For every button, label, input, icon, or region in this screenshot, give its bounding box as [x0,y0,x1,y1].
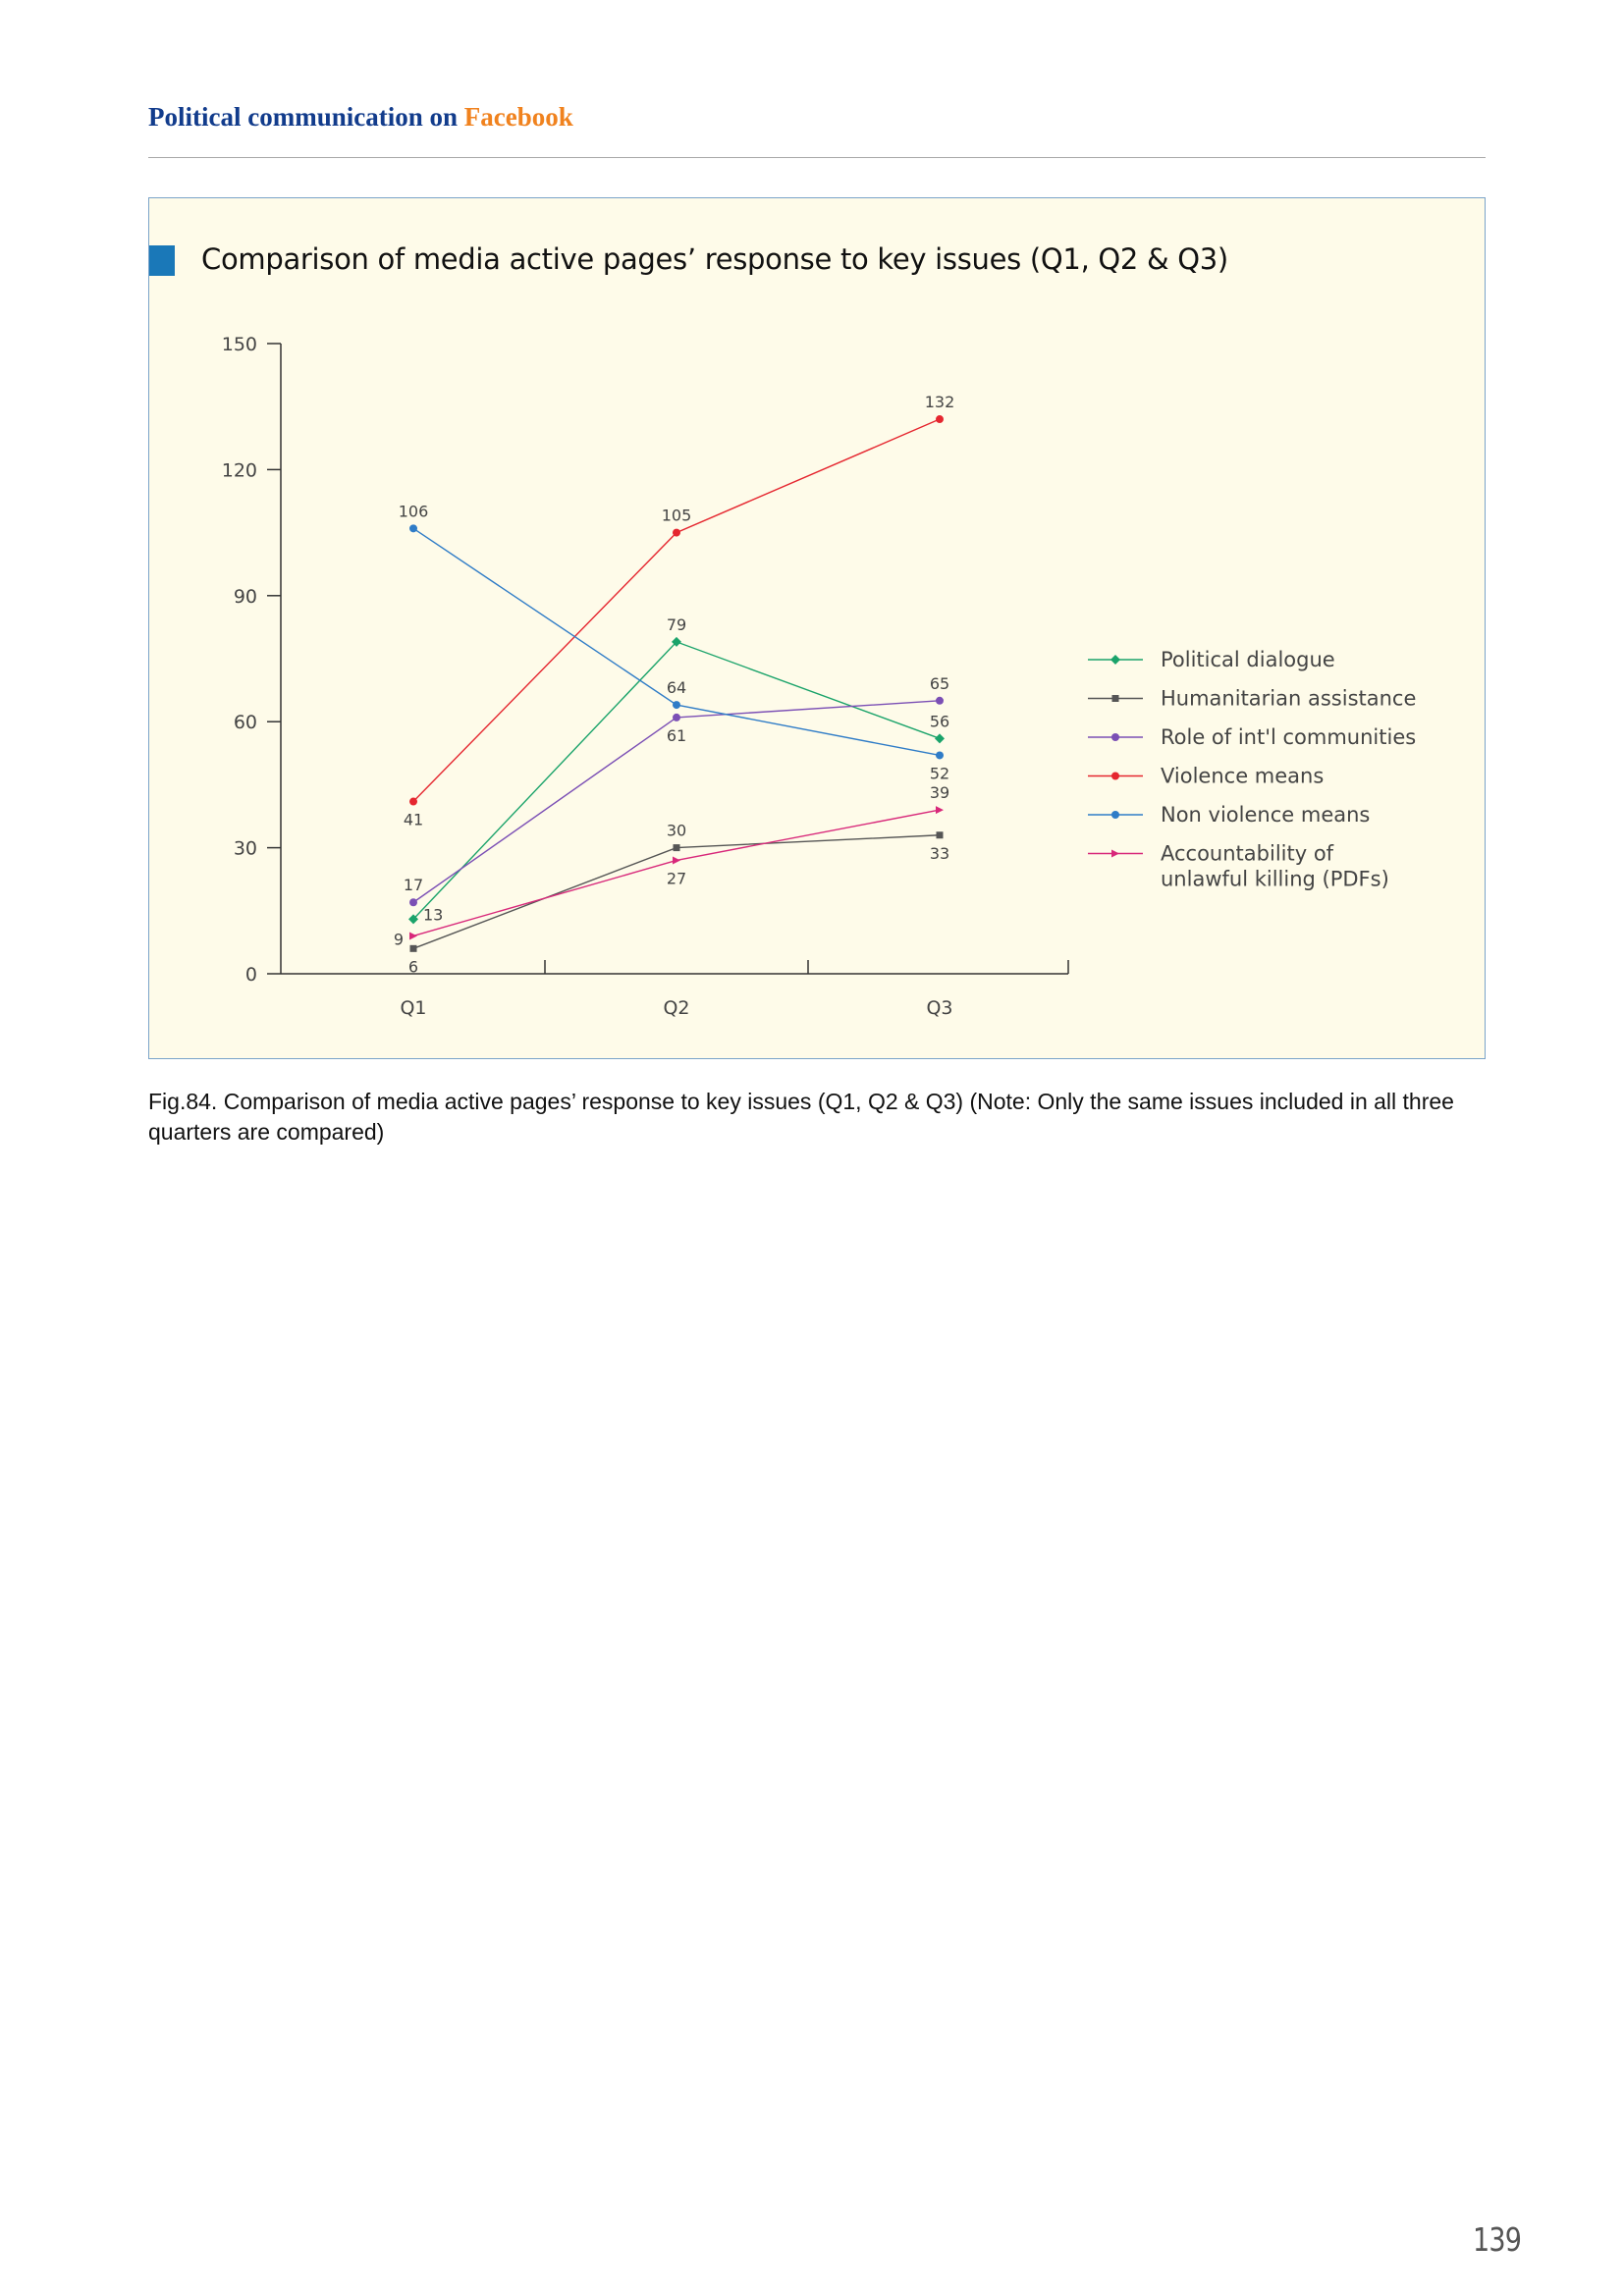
data-point [673,856,680,864]
data-label: 13 [423,905,444,925]
data-point [409,524,417,532]
data-label: 41 [403,810,424,829]
data-label: 106 [398,502,429,521]
legend-label: Humanitarian assistance [1161,686,1417,711]
data-label: 39 [929,783,950,803]
legend-item [1088,687,1416,711]
legend-label-line: unlawful killing (PDFs) [1161,867,1389,891]
data-label: 132 [924,393,955,412]
legend-item [1088,725,1416,749]
data-label: 105 [661,506,692,525]
legend-label: Role of int'l communities [1161,725,1417,749]
y-tick-label: 30 [233,837,257,860]
data-point [936,697,944,705]
data-label: 61 [666,725,687,745]
data-label: 79 [666,614,687,634]
data-point [1112,695,1119,702]
legend-item [1088,842,1389,891]
chart-panel [148,197,1486,1059]
data-label: 65 [929,673,950,693]
data-point [673,714,680,721]
header-title [148,102,573,133]
data-label: 52 [929,764,950,783]
data-label: 33 [929,843,950,863]
data-point [673,701,680,709]
header-title-accent: Facebook [463,102,573,132]
data-point [673,529,680,537]
data-point [409,798,417,806]
y-tick-label: 150 [221,334,257,355]
legend-item [1088,765,1324,788]
data-label: 9 [393,930,404,949]
y-tick-label: 120 [221,459,257,482]
data-point [1111,811,1119,819]
legend-label-line: Accountability of [1161,841,1334,866]
data-point [1110,655,1120,665]
data-label: 30 [666,821,687,840]
page-header [148,102,1486,158]
data-point [410,945,417,952]
series-4 [404,393,954,828]
data-point [937,831,944,838]
header-title-main: Political communication on [148,102,464,132]
data-point [409,932,417,939]
data-label: 56 [929,712,950,731]
legend-label [1161,842,1389,891]
x-tick-label: Q1 [400,997,427,1019]
page-number: 139 [1473,2220,1522,2259]
data-point [674,844,680,851]
data-label: 64 [666,678,687,698]
data-label: 27 [666,869,687,888]
series-2 [408,822,949,977]
data-point [936,415,944,423]
data-point [936,751,944,759]
legend-label: Violence means [1161,764,1325,788]
figure-caption: Fig.84. Comparison of media active pages’ response to key issues (Q1, Q2 & Q3) (Note: Only the same issues included in all three quarters are compared) [148,1089,1454,1145]
y-tick-label: 0 [244,964,257,986]
y-tick-label: 60 [233,712,257,734]
data-point [409,898,417,906]
x-tick-label: Q2 [663,997,690,1019]
data-point [1111,733,1119,741]
series-line [413,835,940,949]
legend-item [1088,803,1370,827]
data-label: 6 [407,957,419,977]
y-tick-label: 90 [233,585,257,608]
legend-item [1088,648,1335,671]
legend-label: Political dialogue [1161,648,1335,671]
data-point [1111,850,1119,858]
line-chart [149,198,1487,1060]
chart-title: Comparison of media active pages’ response to key issues (Q1, Q2 & Q3) [201,242,1228,276]
data-label: 17 [403,876,424,895]
data-point [935,733,945,743]
data-point [1111,773,1119,780]
data-point [936,806,944,814]
x-tick-label: Q3 [926,997,953,1019]
legend-label: Non violence means [1161,803,1371,827]
